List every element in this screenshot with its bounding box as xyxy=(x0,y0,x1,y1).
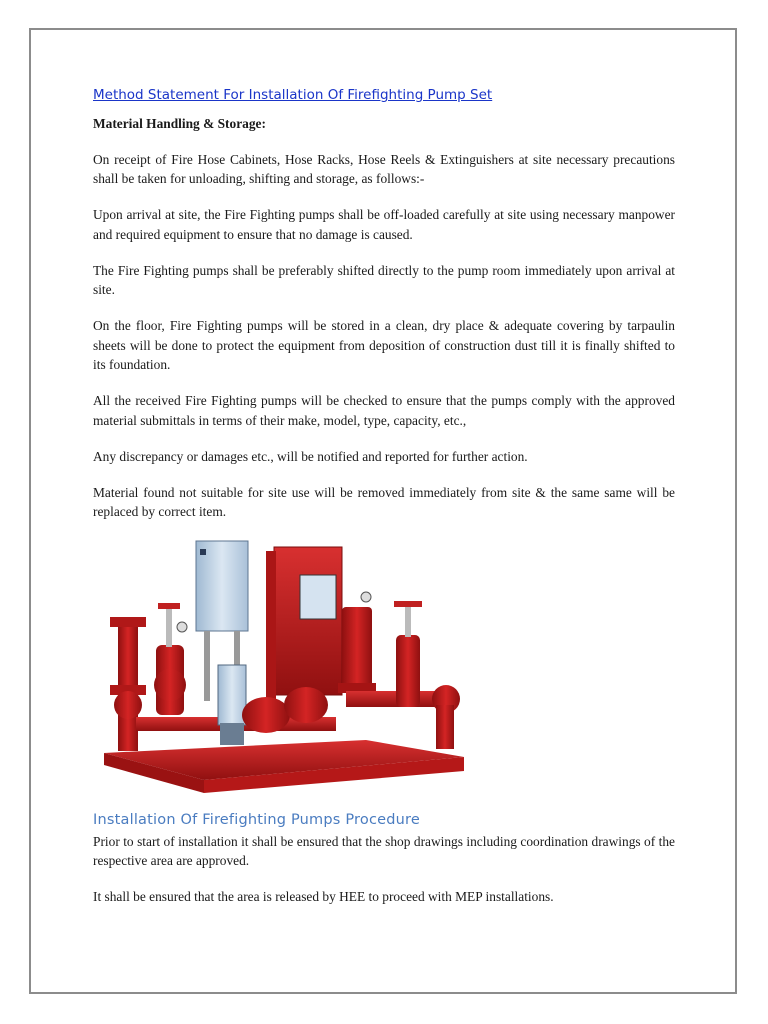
paragraph-2: Upon arrival at site, the Fire Fighting pumps shall be off-loaded carefully at site using necessary manpower and required equipment to ensure that no damage is caused. xyxy=(93,207,675,242)
document-title-link[interactable]: Method Statement For Installation Of Firefighting Pump Set xyxy=(93,87,493,103)
paragraph-7: Material found not suitable for site use will be removed immediately from site & the same same will be replaced by correct item. xyxy=(93,484,675,519)
paragraph-6: Any discrepancy or damages etc., will be notified and reported for further action. xyxy=(93,448,528,464)
procedure-paragraph-1: Prior to start of installation it shall be ensured that the shop drawings including coordination drawings of the respective area are approved. xyxy=(93,833,675,868)
procedure-paragraph-2: It shall be ensured that the area is released by HEE to proceed with MEP installations. xyxy=(93,889,554,904)
paragraph-5: All the received Fire Fighting pumps will be checked to ensure that the pumps comply with the approved material submittals in terms of their make, model, type, capacity, etc., xyxy=(93,393,675,428)
procedure-heading: Installation Of Firefighting Pumps Procedure xyxy=(93,811,420,828)
fire-pump-set-image xyxy=(96,535,468,797)
paragraph-4: On the floor, Fire Fighting pumps will be stored in a clean, dry place & adequate covering by tarpaulin sheets will be done to protect the equipment from deposition of construction dust till it is finally shifted to its foundation. xyxy=(93,318,675,372)
paragraph-1: On receipt of Fire Hose Cabinets, Hose Racks, Hose Reels & Extinguishers at site necessary precautions shall be taken for unloading, shifting and storage, as follows:- xyxy=(93,151,675,186)
paragraph-3: The Fire Fighting pumps shall be preferably shifted directly to the pump room immediately upon arrival at site. xyxy=(93,262,675,297)
section-heading: Material Handling & Storage: xyxy=(93,116,266,131)
document-content xyxy=(93,86,675,907)
fire-pump-illustration xyxy=(96,535,468,797)
